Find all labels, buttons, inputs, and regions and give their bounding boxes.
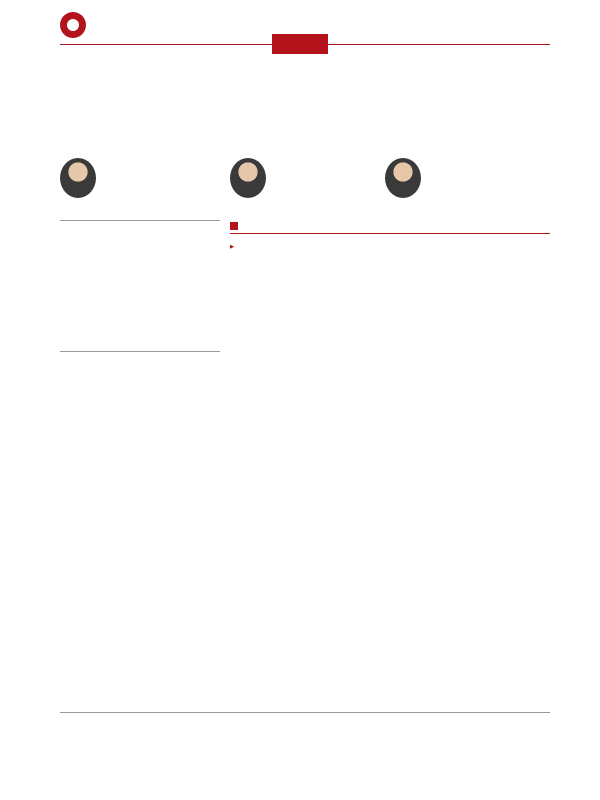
author-card <box>60 158 230 208</box>
avatar <box>385 158 421 198</box>
related-reports <box>60 349 220 352</box>
author-card <box>385 158 555 208</box>
avatar <box>230 158 266 198</box>
chart-title <box>60 218 220 221</box>
sector-tab <box>272 34 328 54</box>
related-title <box>60 349 220 352</box>
main-content <box>230 222 550 242</box>
author-card <box>230 158 400 208</box>
performance-chart <box>60 223 220 333</box>
sidebar <box>60 218 220 355</box>
avatar <box>60 158 96 198</box>
cicc-logo-icon <box>60 12 86 38</box>
footnotes <box>60 712 550 729</box>
hot-comment-header <box>230 222 550 234</box>
page-header <box>0 0 600 60</box>
cicc-logo <box>60 12 92 38</box>
square-icon <box>230 222 238 230</box>
